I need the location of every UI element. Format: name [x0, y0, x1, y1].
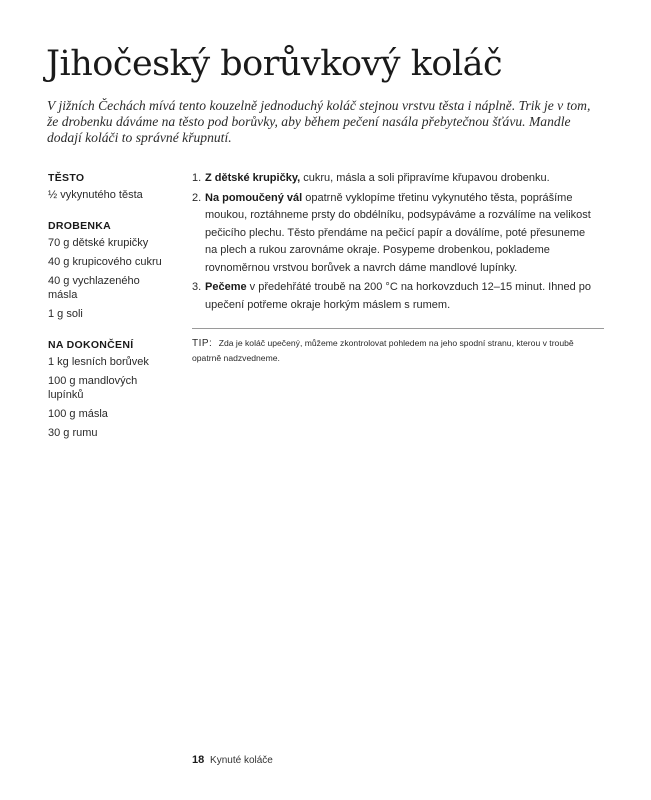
step-text: opatrně vyklopíme třetinu vykynutého těsta, poprášíme moukou, roztáhneme prsty do obdélníku, podsypáváme a rozválíme na velikost pečicího plechu. Těsto přendáme na pečicí papír a doválíme, poté přesuneme na plech a rukou zarovnáme okraje. Posypeme drobenkou, poklademe rovnoměrnou vrstvou borůvek a navrch dáme mandlové lupínky. [205, 191, 591, 274]
ingredient-item: 70 g dětské krupičky [48, 237, 149, 249]
ingredient-group-drobenka [48, 220, 166, 321]
method-step [192, 279, 592, 314]
section-name: Kynuté koláče [210, 755, 273, 766]
ingredient-item: 40 g krupicového cukru [48, 256, 162, 268]
ingredient-group-heading: NA DOKONČENÍ [48, 339, 134, 351]
step-body [205, 279, 592, 314]
ingredient-item: 40 g vychlazeného másla [48, 275, 140, 301]
step-body [205, 190, 592, 278]
ingredient-item: 100 g mandlových lupínků [48, 375, 138, 401]
ingredient-item: 100 g másla [48, 408, 108, 420]
ingredient-group-testo [48, 172, 166, 202]
recipe-intro: V jižních Čechách mívá tento kouzelně jednoduchý koláč stejnou vrstvu těsta i náplně. Trik je v tom, že drobenku dáváme na těsto pod borůvky, aby během pečení nasála přebytečnou šťávu. Mandle dodají koláči to správné křupnutí. [47, 98, 591, 145]
ingredient-group-heading: DROBENKA [48, 220, 112, 232]
step-body [205, 170, 592, 188]
recipe-title: Jihočeský borůvkový koláč [46, 44, 503, 84]
step-number: 2. [192, 191, 202, 204]
step-text: cukru, másla a soli připravíme křupavou drobenku. [300, 172, 550, 184]
page-footer [192, 754, 273, 766]
tip-divider [192, 328, 604, 329]
ingredient-group-heading: TĚSTO [48, 172, 85, 184]
step-number: 3. [192, 281, 202, 293]
ingredient-item: 1 g soli [48, 308, 83, 320]
step-lead: Na pomoučený vál [205, 191, 303, 204]
ingredient-item: 30 g rumu [48, 427, 98, 439]
method-step [192, 170, 592, 188]
ingredient-item: ½ vykynutého těsta [48, 189, 143, 201]
step-lead: Z dětské krupičky, [205, 172, 301, 184]
method-steps [192, 170, 592, 316]
page-number: 18 [192, 754, 205, 766]
tip-text: Zda je koláč upečený, můžeme zkontrolovat pohledem na jeho spodní stranu, kterou v troubě opatrně nadzvedneme. [192, 338, 574, 363]
tip-label: TIP: [192, 338, 213, 349]
method-step [192, 190, 592, 278]
ingredient-group-na-dokonceni [48, 339, 166, 440]
step-lead: Pečeme [205, 281, 247, 293]
step-number: 1. [192, 172, 202, 184]
ingredients-column [48, 172, 166, 458]
ingredient-item: 1 kg lesních borůvek [48, 356, 149, 368]
step-text: v předehřáté troubě na 200 °C na horkovzduch 12–15 minut. Ihned po upečení potřeme okraje horkým máslem s rumem. [205, 281, 592, 311]
tip-box [192, 336, 592, 366]
